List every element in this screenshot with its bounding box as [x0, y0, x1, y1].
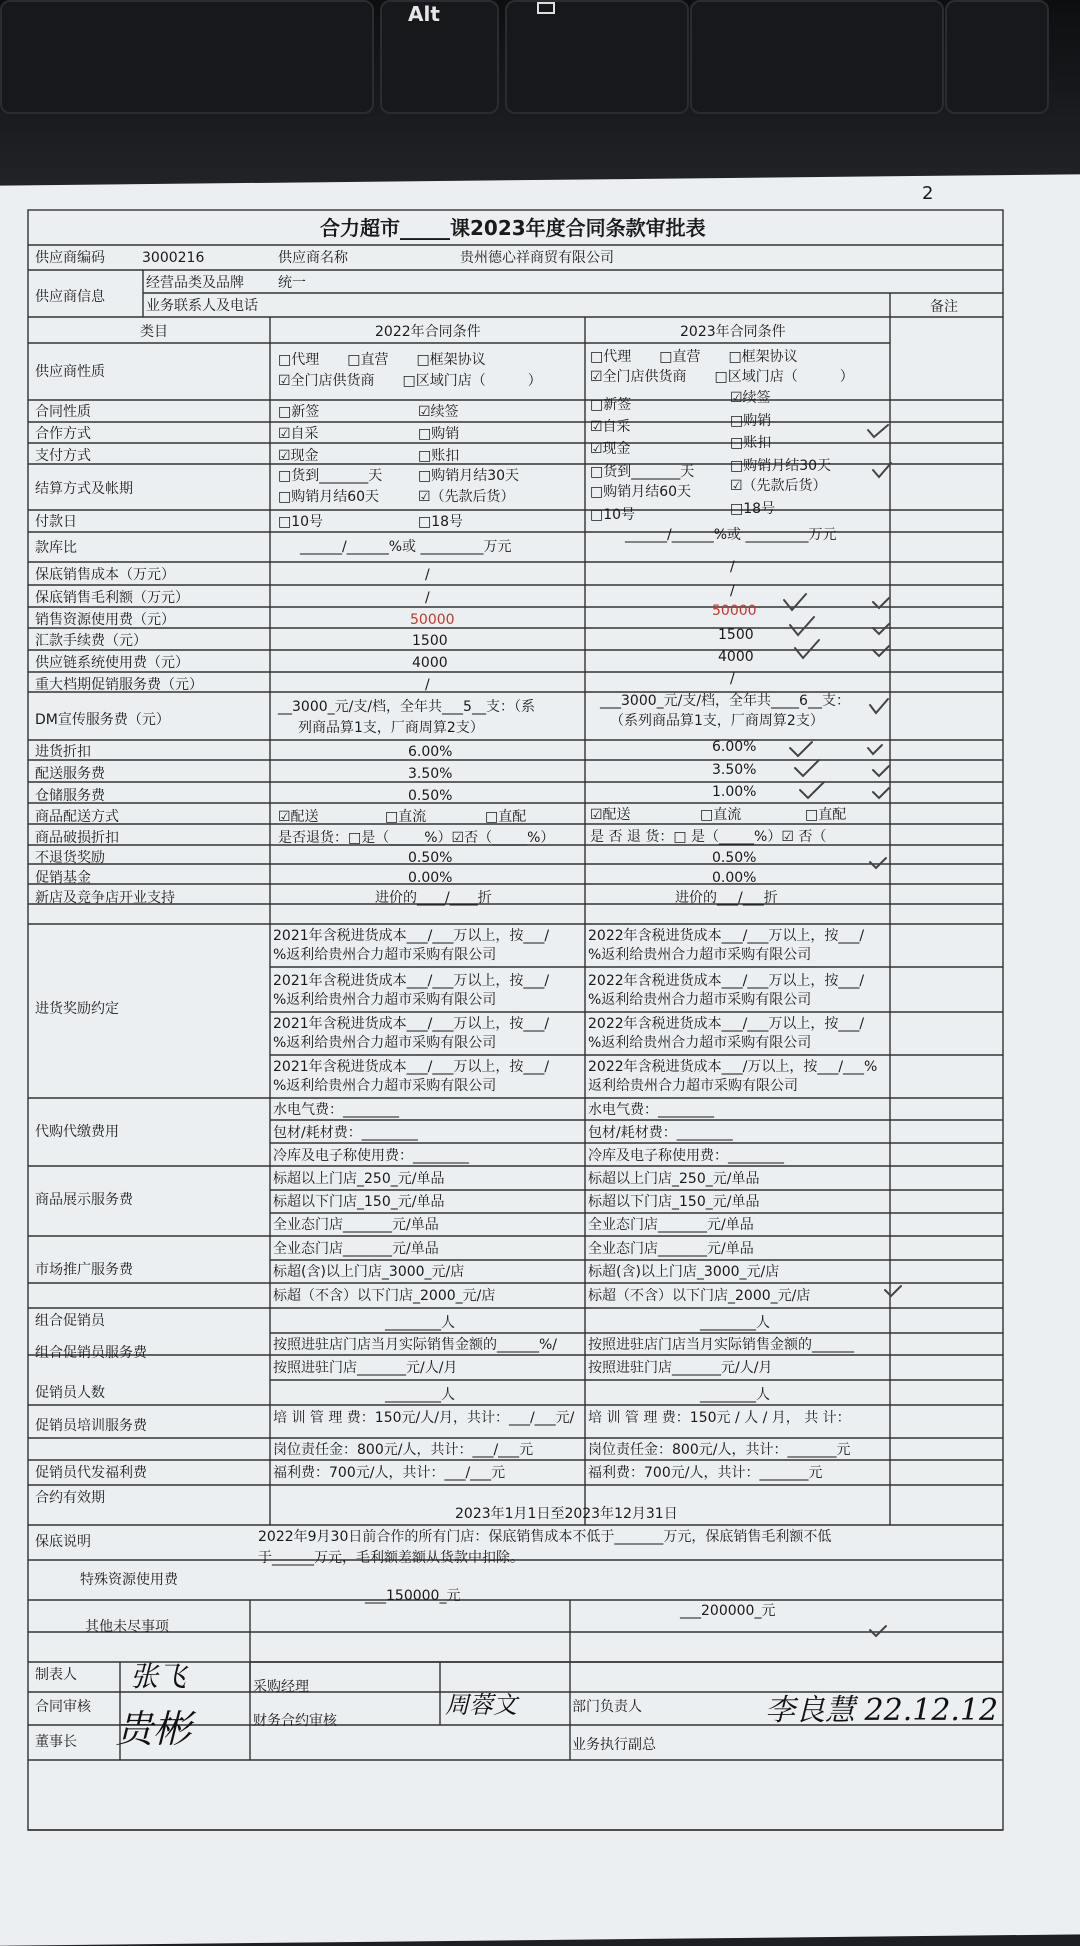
- row-contract-2023-new: □新签: [590, 397, 632, 413]
- row-count-label: 促销员人数: [35, 1385, 105, 1401]
- incentive-2023-tier2-a: 2022年含税进货成本___/___万以上，按___/: [588, 973, 865, 989]
- row-payday-2022-b: □18号: [418, 514, 464, 530]
- row-remit-2022: 1500: [412, 633, 448, 649]
- row-stock-label: 款库比: [35, 540, 77, 556]
- row-newstore-label: 新店及竞争店开业支持: [35, 890, 175, 906]
- market-2023-c: 标超（不含）以下门店_2000_元/店: [588, 1288, 811, 1304]
- supplier-name: 贵州德心祥商贸有限公司: [460, 250, 614, 266]
- train-2023-a: 培 训 管 理 费：150元 / 人 / 月， 共 计：: [588, 1410, 851, 1426]
- row-settle-label: 结算方式及帐期: [35, 481, 133, 497]
- row-pay-label: 支付方式: [35, 448, 91, 464]
- market-2022-a: 全业态门店_______元/单品: [273, 1241, 439, 1257]
- supplier-info-label: 供应商信息: [35, 289, 105, 305]
- incentive-2022-tier1-a: 2021年含税进货成本___/___万以上，按___/: [273, 928, 550, 944]
- incentive-2023-tier3-a: 2022年含税进货成本___/___万以上，按___/: [588, 1016, 865, 1032]
- row-dist-label: 配送服务费: [35, 766, 105, 782]
- row-settle-2022-c: □购销月结60天: [278, 489, 380, 505]
- row-major-label: 重大档期促销服务费（元）: [35, 677, 203, 693]
- group-fee-2023-b: 按照进驻门店_______元/人/月: [588, 1360, 773, 1376]
- proxy-2022-material: 包材/耗材费：________: [273, 1125, 418, 1141]
- row-supply-label: 供应链系统使用费（元）: [35, 655, 189, 671]
- row-deliv-2023-b: □直流: [700, 807, 742, 823]
- row-coop-2023-a: ☑自采: [590, 419, 631, 435]
- row-stock-2022: ______/______%或 _________万元: [300, 539, 512, 555]
- row-nature-2023-line2: ☑全门店供货商 □区域门店（ ）: [590, 369, 854, 385]
- incentive-2022-tier3-b: %返利给贵州合力超市采购有限公司: [273, 1035, 497, 1051]
- row-deliv-2022-b: □直流: [385, 809, 427, 825]
- row-guarantee-label: 保底说明: [35, 1534, 91, 1550]
- incentive-2022-tier1-b: %返利给贵州合力超市采购有限公司: [273, 947, 497, 963]
- row-damage-2023: 是 否 退 货：□ 是（_____%）☑ 否（: [590, 829, 827, 845]
- col-2022-header: 2022年合同条件: [375, 324, 481, 340]
- display-2023-a: 标超以上门店_250_元/单品: [588, 1171, 760, 1187]
- supplier-code-label: 供应商编码: [35, 250, 105, 266]
- supplier-code: 3000216: [142, 250, 205, 266]
- row-settle-2023-c: □购销月结60天: [590, 484, 692, 500]
- row-sales-res-label: 销售资源使用费（元）: [35, 612, 175, 628]
- row-payday-label: 付款日: [35, 514, 77, 530]
- row-proxy-label: 代购代缴费用: [35, 1124, 119, 1140]
- row-min-margin-label: 保底销售毛利额（万元）: [35, 590, 189, 606]
- proxy-2023-material: 包材/耗材费：________: [588, 1125, 733, 1141]
- market-2022-c: 标超（不含）以下门店_2000_元/店: [273, 1288, 496, 1304]
- row-settle-2023-a: □货到_______天: [590, 464, 695, 480]
- row-min-cost-2022: /: [425, 567, 430, 583]
- col-category-header: 类目: [140, 324, 168, 340]
- row-newstore-2023: 进价的___/___折: [675, 890, 778, 906]
- train-2022-a: 培 训 管 理 费：150元/人/月，共计：___/___元/: [273, 1410, 575, 1426]
- form-title: 合力超市_____课2023年度合同条款审批表: [320, 216, 706, 240]
- row-stock-2023: ______/______%或 _________万元: [625, 527, 837, 543]
- incentive-2022-tier3-a: 2021年含税进货成本___/___万以上，按___/: [273, 1016, 550, 1032]
- page-corner-mark: 2: [922, 183, 934, 204]
- row-contract-label: 合同性质: [35, 404, 91, 420]
- row-coop-2023-b: □购销: [730, 413, 772, 429]
- row-incentive-label: 进货奖励约定: [35, 1001, 119, 1017]
- row-settle-2022-d: ☑（先款后货）: [418, 489, 515, 505]
- row-damage-label: 商品破损折扣: [35, 830, 119, 846]
- display-2022-a: 标超以上门店_250_元/单品: [273, 1171, 445, 1187]
- row-coop-2022-a: ☑自采: [278, 426, 319, 442]
- guarantee-line1: 2022年9月30日前合作的所有门店：保底销售成本不低于_______万元，保底销售毛利额不低: [258, 1529, 832, 1545]
- row-display-label: 商品展示服务费: [35, 1192, 133, 1208]
- row-disc-label: 进货折扣: [35, 744, 91, 760]
- row-noreturn-2022: 0.50%: [408, 850, 453, 866]
- row-dist-2022: 3.50%: [408, 766, 453, 782]
- dept-signature: 李良慧 22.12.12: [765, 1693, 999, 1728]
- row-deliv-2023-c: □直配: [805, 807, 847, 823]
- row-disc-2023: 6.00%: [712, 739, 757, 755]
- row-valid-label: 合约有效期: [35, 1490, 105, 1506]
- row-settle-2023-b: □购销月结30天: [730, 458, 832, 474]
- display-2022-b: 标超以下门店_150_元/单品: [273, 1194, 445, 1210]
- incentive-2022-tier2-b: %返利给贵州合力超市采购有限公司: [273, 992, 497, 1008]
- train-2022-b: 岗位责任金：800元/人，共计：___/___元: [273, 1442, 534, 1458]
- incentive-2023-tier4-b: 返利给贵州合力超市采购有限公司: [588, 1078, 798, 1094]
- row-nature-2022-line1: □代理 □直营 □框架协议: [278, 352, 486, 368]
- row-pay-2022-b: □账扣: [418, 448, 460, 464]
- row-nature-label: 供应商性质: [35, 364, 105, 380]
- proxy-2022-cold: 冷库及电子称使用费：________: [273, 1148, 469, 1164]
- sign-maker-label: 制表人: [35, 1667, 77, 1683]
- row-coop-2022-b: □购销: [418, 426, 460, 442]
- row-payday-2022-a: □10号: [278, 514, 324, 530]
- row-dm-2023-line2: （系列商品算1支，厂商周算2支）: [610, 713, 824, 729]
- special-2022: ___150000_元: [365, 1588, 461, 1604]
- row-deliv-2023-a: ☑配送: [590, 807, 631, 823]
- display-2022-c: 全业态门店_______元/单品: [273, 1217, 439, 1233]
- row-major-2023: /: [730, 671, 735, 687]
- train-2023-b: 岗位责任金：800元/人，共计：_______元: [588, 1442, 851, 1458]
- proxy-2022-utility: 水电气费：________: [273, 1102, 399, 1118]
- group-fee-2022-b: 按照进驻门店_______元/人/月: [273, 1360, 458, 1376]
- row-contract-2022-new: □新签: [278, 404, 320, 420]
- row-sales-res-2023: 50000: [712, 603, 757, 619]
- row-min-cost-2023: /: [730, 559, 735, 575]
- incentive-2022-tier4-b: %返利给贵州合力超市采购有限公司: [273, 1078, 497, 1094]
- row-payday-2023-b: □18号: [730, 501, 776, 517]
- sign-vp-label: 业务执行副总: [572, 1737, 656, 1753]
- sign-finance-label: 财务合约审核: [253, 1713, 337, 1729]
- incentive-2023-tier3-b: %返利给贵州合力超市采购有限公司: [588, 1035, 812, 1051]
- incentive-2023-tier4-a: 2022年含税进货成本___/万以上，按___/___%: [588, 1059, 878, 1075]
- row-noreturn-label: 不退货奖励: [35, 850, 105, 866]
- group-2022: ________人: [385, 1315, 455, 1331]
- row-nature-2023-line1: □代理 □直营 □框架协议: [590, 349, 798, 365]
- row-deliv-2022-a: ☑配送: [278, 809, 319, 825]
- guarantee-line2: 于______万元，毛利额差额从货款中扣除。: [258, 1550, 524, 1566]
- incentive-2023-tier2-b: %返利给贵州合力超市采购有限公司: [588, 992, 812, 1008]
- row-group-fee-label: 组合促销员服务费: [35, 1345, 147, 1361]
- audit-signature: 贵彬: [115, 1707, 192, 1751]
- row-damage-2022: 是否退货：□是（_____%）☑否（_____%）: [278, 830, 555, 846]
- count-2023: ________人: [700, 1387, 770, 1403]
- contact-label: 业务联系人及电话: [146, 298, 258, 314]
- row-min-margin-2022: /: [425, 590, 430, 606]
- row-promo-2022: 0.00%: [408, 870, 453, 886]
- row-pay-2023-a: ☑现金: [590, 441, 631, 457]
- row-payday-2023-a: □10号: [590, 507, 636, 523]
- row-major-2022: /: [425, 677, 430, 693]
- sign-audit-label: 合同审核: [35, 1699, 91, 1715]
- col-remark-header: 备注: [930, 299, 958, 315]
- row-dm-2023-line1: ___3000_元/支/档，全年共____6__支：: [600, 693, 850, 709]
- special-2023: ___200000_元: [680, 1603, 776, 1619]
- row-store-label: 仓储服务费: [35, 788, 105, 804]
- welfare-2022: 福利费：700元/人，共计：___/___元: [273, 1465, 506, 1481]
- sign-purchase-label: 采购经理: [253, 1679, 309, 1695]
- count-2022: ________人: [385, 1387, 455, 1403]
- row-promo-2023: 0.00%: [712, 870, 757, 886]
- row-deliv-2022-c: □直配: [485, 809, 527, 825]
- row-dm-label: DM宣传服务费（元）: [35, 712, 170, 728]
- row-market-label: 市场推广服务费: [35, 1262, 133, 1278]
- category-brand-value: 统一: [278, 275, 306, 291]
- row-contract-2022-renew: ☑续签: [418, 404, 459, 420]
- row-supply-2022: 4000: [412, 655, 448, 671]
- row-group-label: 组合促销员: [35, 1313, 105, 1329]
- row-disc-2022: 6.00%: [408, 744, 453, 760]
- col-2023-header: 2023年合同条件: [680, 324, 786, 340]
- row-noreturn-2023: 0.50%: [712, 850, 757, 866]
- row-special-label: 特殊资源使用费: [80, 1572, 178, 1588]
- market-2022-b: 标超(含)以上门店_3000_元/店: [273, 1264, 465, 1280]
- welfare-2023: 福利费：700元/人，共计：_______元: [588, 1465, 823, 1481]
- category-brand-label: 经营品类及品牌: [146, 275, 244, 291]
- purchase-signature: 周蓉文: [445, 1691, 517, 1719]
- row-pay-2023-b: □账扣: [730, 435, 772, 451]
- row-settle-2022-b: □购销月结30天: [418, 468, 520, 484]
- row-dm-2022-line1: __3000_元/支/档，全年共___5__支：（系: [278, 699, 535, 715]
- row-store-2022: 0.50%: [408, 788, 453, 804]
- row-newstore-2022: 进价的____/____折: [375, 890, 492, 906]
- proxy-2023-cold: 冷库及电子称使用费：________: [588, 1148, 784, 1164]
- sign-dept-label: 部门负责人: [572, 1699, 642, 1715]
- row-pay-2022-a: ☑现金: [278, 448, 319, 464]
- proxy-2023-utility: 水电气费：________: [588, 1102, 714, 1118]
- row-contract-2023-renew: ☑续签: [730, 390, 771, 406]
- row-settle-2022-a: □货到_______天: [278, 468, 383, 484]
- sign-chairman-label: 董事长: [35, 1734, 77, 1750]
- row-promo-label: 促销基金: [35, 870, 91, 886]
- market-2023-a: 全业态门店_______元/单品: [588, 1241, 754, 1257]
- row-min-margin-2023: /: [730, 583, 735, 599]
- row-supply-2023: 4000: [718, 649, 754, 665]
- incentive-2022-tier2-a: 2021年含税进货成本___/___万以上，按___/: [273, 973, 550, 989]
- market-2023-b: 标超(含)以上门店_3000_元/店: [588, 1264, 780, 1280]
- row-store-2023: 1.00%: [712, 784, 757, 800]
- incentive-2023-tier1-b: %返利给贵州合力超市采购有限公司: [588, 947, 812, 963]
- row-sales-res-2022: 50000: [410, 612, 455, 628]
- incentive-2022-tier4-a: 2021年含税进货成本___/___万以上，按___/: [273, 1059, 550, 1075]
- group-2023: ________人: [700, 1315, 770, 1331]
- display-2023-c: 全业态门店_______元/单品: [588, 1217, 754, 1233]
- row-dm-2022-line2: 列商品算1支，厂商周算2支）: [298, 720, 484, 736]
- row-min-cost-label: 保底销售成本（万元）: [35, 567, 175, 583]
- group-fee-2023-a: 按照进驻店门店当月实际销售金额的______: [588, 1337, 854, 1353]
- row-train-label: 促销员培训服务费: [35, 1418, 147, 1434]
- row-welfare-label: 促销员代发福利费: [35, 1465, 147, 1481]
- alt-key-label: Alt: [408, 2, 440, 26]
- row-remit-2023: 1500: [718, 627, 754, 643]
- row-dist-2023: 3.50%: [712, 762, 757, 778]
- row-nature-2022-line2: ☑全门店供货商 □区域门店（ ）: [278, 373, 542, 389]
- incentive-2023-tier1-a: 2022年含税进货成本___/___万以上，按___/: [588, 928, 865, 944]
- row-settle-2023-d: ☑（先款后货）: [730, 478, 827, 494]
- row-coop-label: 合作方式: [35, 426, 91, 442]
- maker-signature: 张飞: [130, 1660, 187, 1693]
- row-deliv-label: 商品配送方式: [35, 809, 119, 825]
- row-other-label: 其他未尽事项: [85, 1619, 169, 1635]
- valid-period: 2023年1月1日至2023年12月31日: [455, 1506, 678, 1522]
- group-fee-2022-a: 按照进驻店门店当月实际销售金额的______%/: [273, 1337, 558, 1353]
- supplier-name-label: 供应商名称: [278, 250, 348, 266]
- row-remit-label: 汇款手续费（元）: [35, 633, 147, 649]
- display-2023-b: 标超以下门店_150_元/单品: [588, 1194, 760, 1210]
